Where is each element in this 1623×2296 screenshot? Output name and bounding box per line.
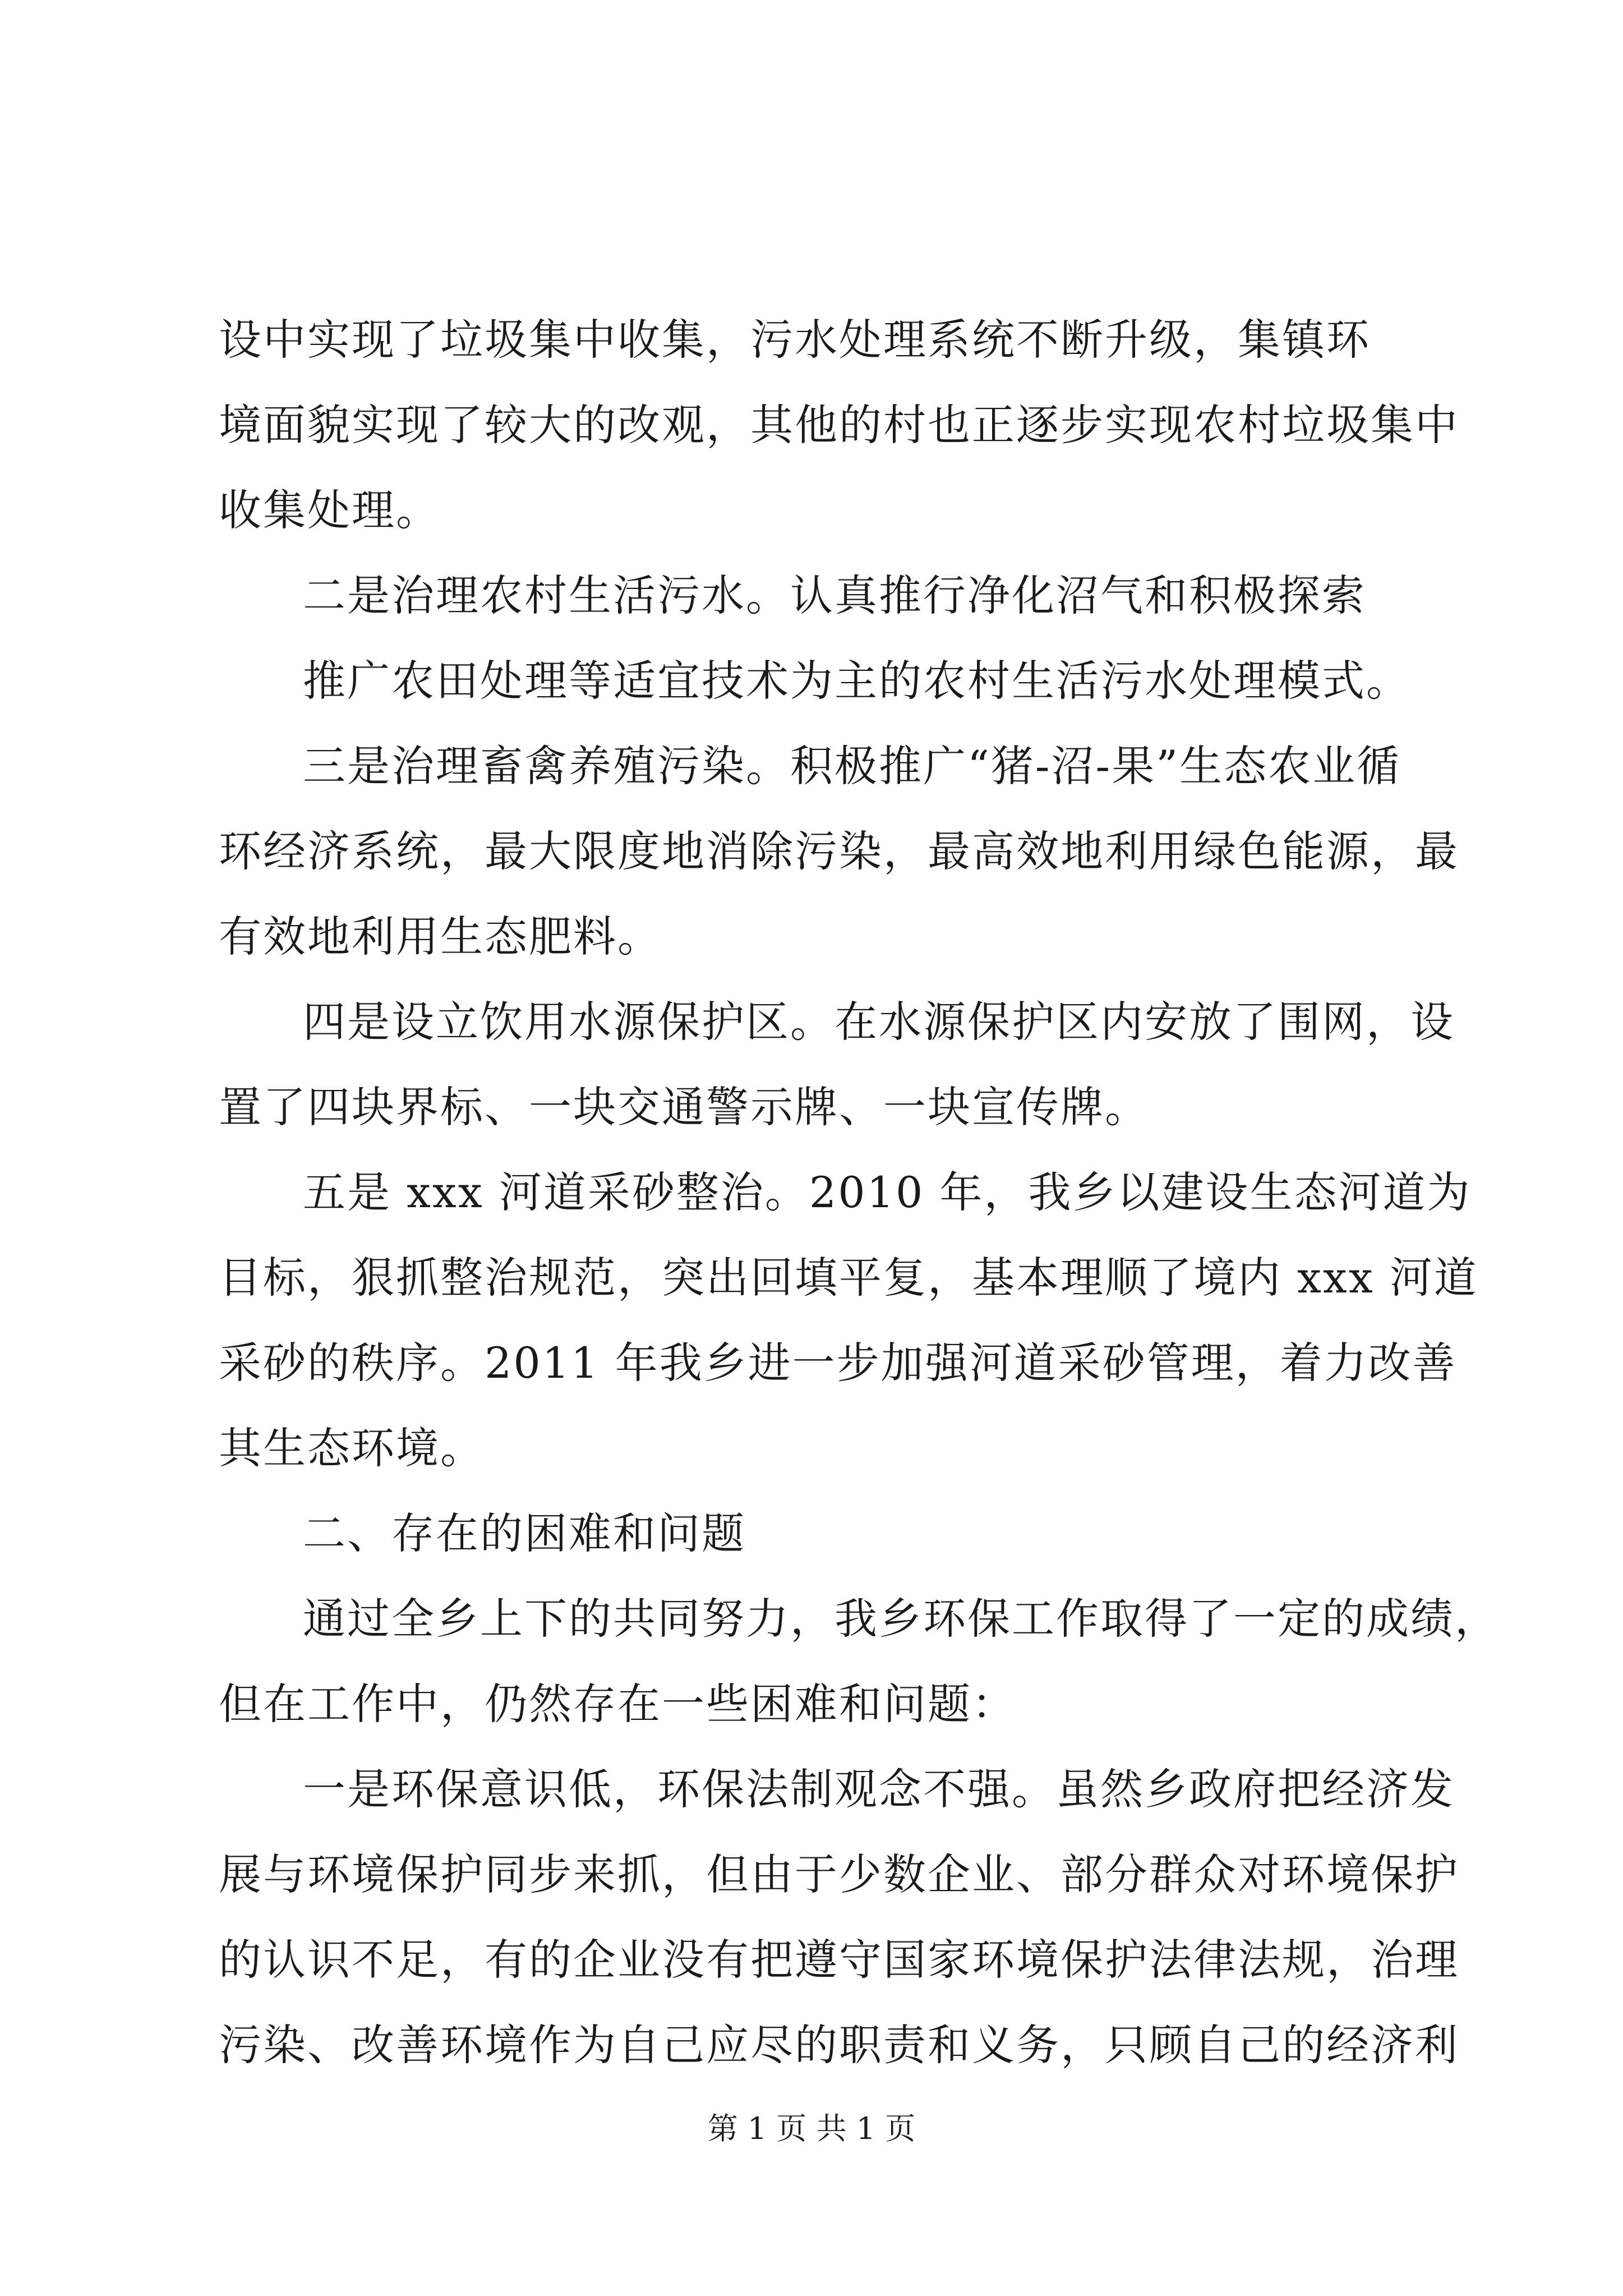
text-line: 环经济系统，最大限度地消除污染，最高效地利用绿色能源，最 — [219, 826, 1459, 876]
paragraph-start-line: 一是环保意识低，环保法制观念不强。虽然乡政府把经济发 — [303, 1764, 1455, 1814]
text-line: 但在工作中，仍然存在一些困难和问题： — [219, 1679, 1016, 1729]
text-line: 置了四块界标、一块交通警示牌、一块宣传牌。 — [219, 1082, 1149, 1132]
text-line: 目标，狠抓整治规范，突出回填平复，基本理顺了境内 xxx 河道 — [219, 1253, 1478, 1303]
text-line: 设中实现了垃圾集中收集，污水处理系统不断升级，集镇环 — [219, 315, 1371, 365]
text-line: 有效地利用生态肥料。 — [219, 912, 662, 961]
document-body — [219, 297, 1499, 2088]
section-heading: 二、存在的困难和问题 — [303, 1508, 746, 1558]
text-line: 收集处理。 — [219, 485, 440, 535]
text-line: 其生态环境。 — [219, 1423, 485, 1473]
text-line: 污染、改善环境作为自己应尽的职责和义务，只顾自己的经济利 — [219, 2020, 1459, 2070]
text-line: 境面貌实现了较大的改观，其他的村也正逐步实现农村垃圾集中 — [219, 400, 1459, 450]
paragraph-start-line: 三是治理畜禽养殖污染。积极推广“猪-沼-果”生态农业循 — [303, 741, 1401, 791]
paragraph-start-line: 通过全乡上下的共同努力，我乡环保工作取得了一定的成绩， — [303, 1594, 1499, 1644]
paragraph-start-line: 五是 xxx 河道采砂整治。2010 年，我乡以建设生态河道为 — [303, 1167, 1472, 1217]
text-line: 采砂的秩序。2011 年我乡进一步加强河道采砂管理，着力改善 — [219, 1338, 1457, 1388]
paragraph-start-line: 四是设立饮用水源保护区。在水源保护区内安放了围网，设 — [303, 997, 1455, 1047]
text-line: 的认识不足，有的企业没有把遵守国家环境保护法律法规，治理 — [219, 1935, 1459, 1985]
text-line: 展与环境保护同步来抓，但由于少数企业、部分群众对环境保护 — [219, 1849, 1459, 1899]
paragraph-start-line: 推广农田处理等适宜技术为主的农村生活污水处理模式。 — [303, 656, 1410, 706]
page-number-footer: 第 1 页 共 1 页 — [707, 2111, 916, 2146]
paragraph-start-line: 二是治理农村生活污水。认真推行净化沼气和积极探索 — [303, 570, 1366, 620]
